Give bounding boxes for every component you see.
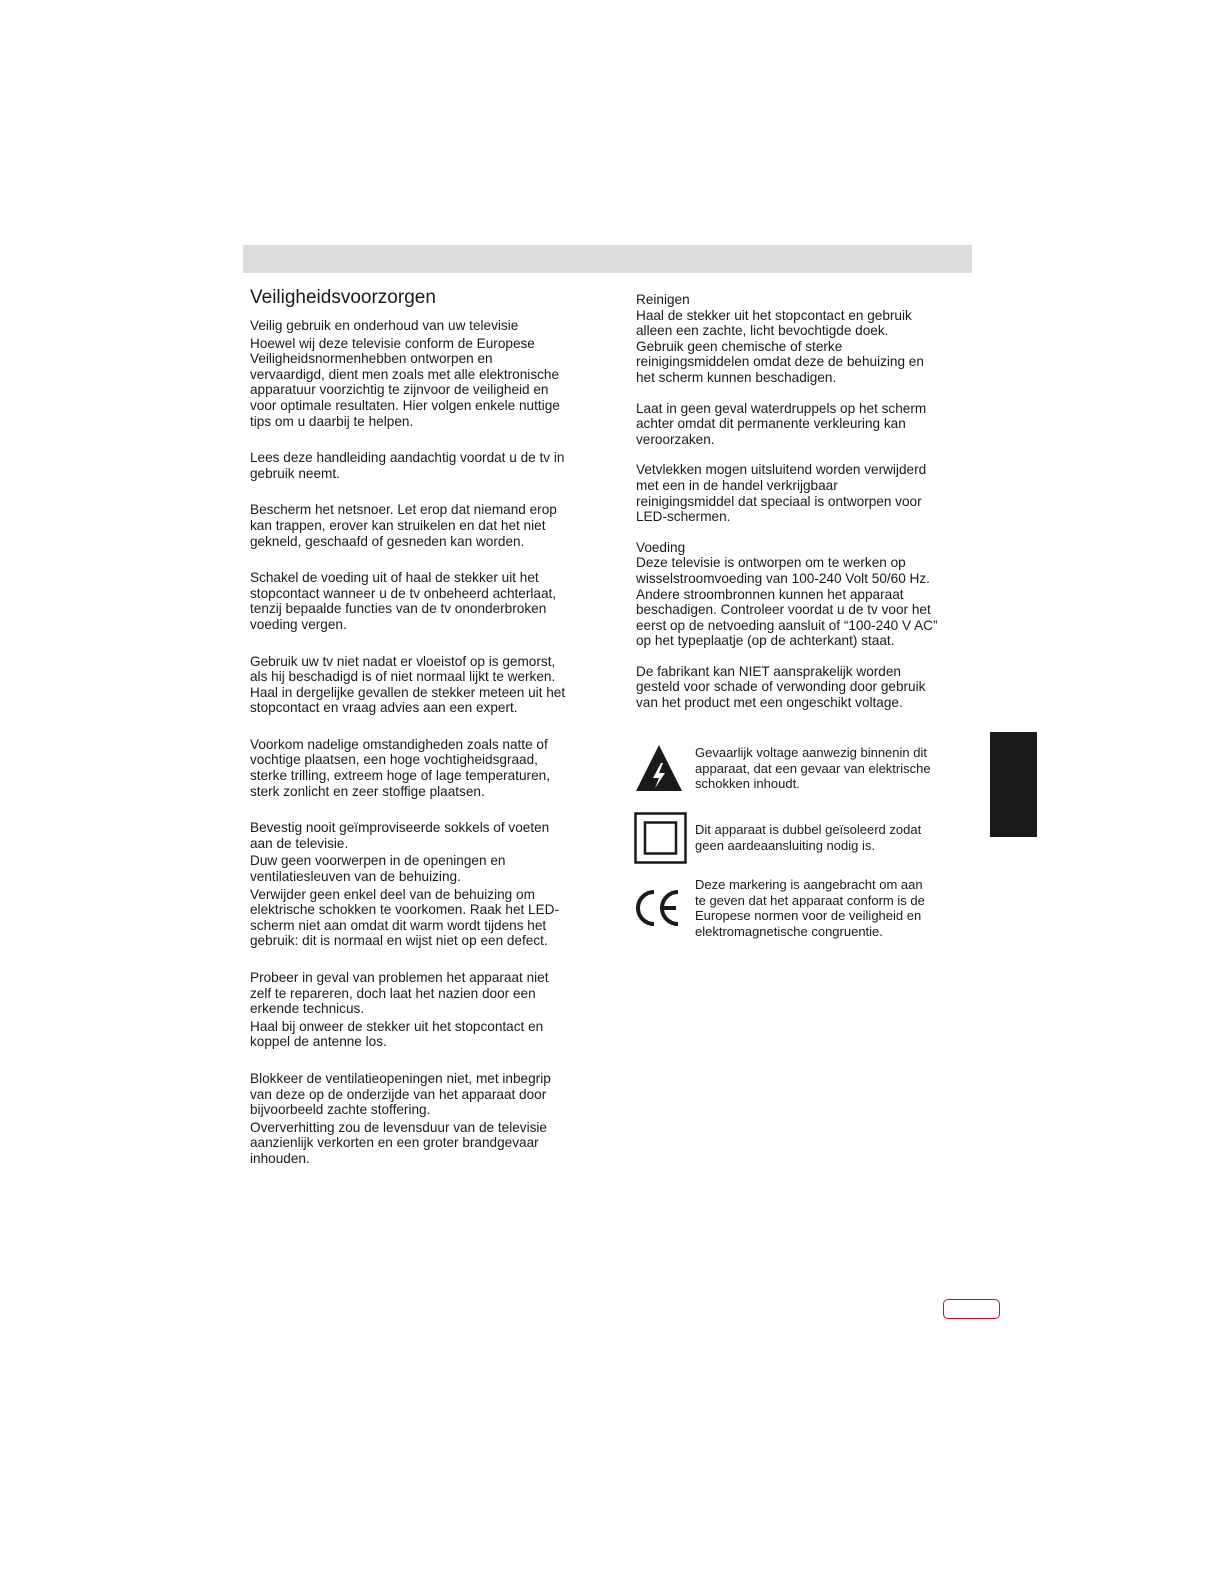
right-column: [636, 292, 981, 711]
ce-mark-text: Deze markering is aangebracht om aan te geven dat het apparaat conform is de Europese normen voor de veiligheid en elektromagnetische congruentie.: [695, 877, 925, 939]
page-number-badge: [943, 1299, 1000, 1319]
water-paragraph: Laat in geen geval waterdruppels op het scherm achter omdat dit permanente verkleuring kan veroorzaken.: [636, 400, 927, 447]
left-column: [250, 286, 610, 1167]
objects-paragraph: Duw geen voorwerpen in de openingen en ventilatiesleuven van de behuizing.: [250, 853, 506, 885]
power-off-paragraph: Schakel de voeding uit of haal de stekker uit het stopcontact wanneer u de tv onbeheerd achterlaat, tenzij bepaalde functies van de tv ononderbroken voeding vergen.: [250, 570, 557, 632]
header-bar: [243, 245, 972, 273]
cleaning-heading: Reinigen: [636, 292, 690, 307]
storm-paragraph: Haal bij onweer de stekker uit het stopcontact en koppel de antenne los.: [250, 1018, 544, 1050]
double-insulation-text: Dit apparaat is dubbel geïsoleerd zodat geen aardeaansluiting nodig is.: [695, 822, 922, 853]
power-heading: Voeding: [636, 539, 686, 555]
overheat-paragraph: Oververhitting zou de levensduur van de televisie aanzienlijk verkorten en een groter brandgevaar inhouden.: [250, 1119, 547, 1166]
stands-paragraph: Bevestig nooit geïmproviseerde sokkels of voeten aan de televisie.: [250, 820, 550, 851]
conditions-paragraph: Voorkom nadelige omstandigheden zoals natte of vochtige plaatsen, een hoge vochtigheidsgraad, sterke trilling, extreem hoge of lage temperaturen, sterk zonlicht en zeer stoffige plaatsen.: [250, 736, 550, 799]
liquid-paragraph: Gebruik uw tv niet nadat er vloeistof op is gemorst, als hij beschadigd is of niet normaal lijkt te werken. Haal in dergelijke gevallen de stekker meteen uit het stopcontact en vraag advies aan een expert.: [250, 653, 566, 716]
ce-mark-icon: [634, 889, 682, 932]
manual-paragraph: Lees deze handleiding aandachtig voordat u de tv in gebruik neemt.: [250, 450, 565, 481]
grease-paragraph: Vetvlekken mogen uitsluitend worden verwijderd met een in de handel verkrijgbaar reinigingsmiddel dat speciaal is ontworpen voor LED-schermen.: [636, 462, 927, 525]
cord-paragraph: Bescherm het netsnoer. Let erop dat niemand erop kan trappen, erover kan struikelen en dat het niet gekneld, geschaafd of gesneden kan worden.: [250, 502, 557, 549]
housing-paragraph: Verwijder geen enkel deel van de behuizing om elektrische schokken te voorkomen. Raak het LED- scherm niet aan omdat dit warm wordt tijdens het gebruik: dit is normaal en wijst niet op een defect.: [250, 886, 560, 949]
ce-mark-row: [634, 877, 979, 941]
double-insulation-icon: [634, 812, 687, 869]
page-title: Veiligheidsvoorzorgen: [250, 287, 436, 308]
cleaning-paragraph: Haal de stekker uit het stopcontact en gebruik alleen een zachte, licht bevochtigde doek. Gebruik geen chemische of sterke reinigingsmiddelen omdat deze de behuizing en het scherm kunnen beschadigen.: [636, 307, 924, 385]
intro-paragraph: Hoewel wij deze televisie conform de Europese Veiligheidsnormenhebben ontworpen en vervaardigd, dient men zoals met alle elektronische apparatuur voorzichtig te zijnvoor de veiligheid en voor optimale resultaten. Hier volgen enkele nuttige tips om u daarbij te helpen.: [250, 335, 560, 429]
repair-paragraph: Probeer in geval van problemen het apparaat niet zelf te repareren, doch laat het nazien door een erkende technicus.: [250, 970, 549, 1017]
voltage-symbol-row: [634, 745, 979, 797]
section-side-tab: [990, 732, 1037, 837]
double-insulation-row: [634, 812, 979, 864]
voltage-symbol-text: Gevaarlijk voltage aanwezig binnenin dit apparaat, dat een gevaar van elektrische schokken inhoudt.: [695, 745, 931, 792]
power-paragraph: Deze televisie is ontworpen om te werken op wisselstroomvoeding van 100-240 Volt 50/60 Hz. Andere stroombronnen kunnen het apparaat beschadigen. Controleer voordat u de tv voor het eerst op de netvoeding aansluit of “100-240 V AC” op het typeplaatje (op de achterkant) staat.: [636, 555, 938, 649]
high-voltage-warning-icon: [634, 743, 684, 798]
liability-paragraph: De fabrikant kan NIET aansprakelijk worden gesteld voor schade of verwonding door gebruik van het product met een ongeschikt voltage.: [636, 663, 926, 711]
vents-paragraph: Blokkeer de ventilatieopeningen niet, met inbegrip van deze op de onderzijde van het apparaat door bijvoorbeeld zachte stoffering.: [250, 1070, 551, 1118]
subtitle: Veilig gebruik en onderhoud van uw televisie: [250, 318, 519, 333]
